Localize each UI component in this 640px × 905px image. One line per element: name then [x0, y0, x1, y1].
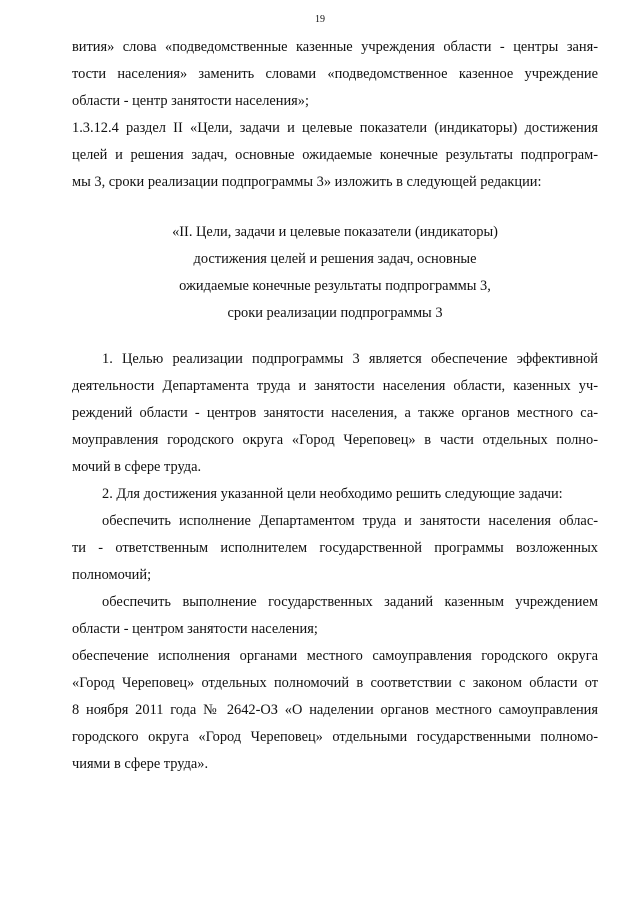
- text-line: полномочий;: [72, 567, 152, 583]
- text-line: 1.3.12.4 раздел II «Цели, задачи и целевые показатели (индикаторы) достижения: [72, 120, 598, 136]
- text-line: «Город Череповец» отдельных полномочий в соответствии с законом области от: [72, 675, 598, 691]
- text-line: реждений области - центров занятости населения, а также органов местного са-: [72, 405, 598, 421]
- body-text: [72, 346, 598, 778]
- heading-line: «II. Цели, задачи и целевые показатели (индикаторы): [172, 224, 498, 240]
- text-line: вития» слова «подведомственные казенные учреждения области - центры заня-: [72, 39, 598, 55]
- page-number: 19: [315, 14, 325, 25]
- text-line: 8 ноября 2011 года № 2642-ОЗ «О наделении органов местного самоуправления: [72, 702, 598, 718]
- heading-line: сроки реализации подпрограммы 3: [227, 305, 443, 321]
- text-line: целей и решения задач, основные ожидаемые конечные результаты подпрограм-: [72, 147, 598, 163]
- section-heading: [72, 219, 598, 327]
- text-line: обеспечить выполнение государственных заданий казенным учреждением: [102, 594, 598, 610]
- text-line: моуправления городского округа «Город Череповец» в части отдельных полно-: [72, 432, 598, 448]
- text-line: 1. Целью реализации подпрограммы 3 является обеспечение эффективной: [102, 351, 598, 367]
- text-line: чиями в сфере труда».: [72, 756, 209, 772]
- text-line: мы 3, сроки реализации подпрограммы 3» изложить в следующей редакции:: [72, 174, 542, 190]
- text-line: обеспечение исполнения органами местного самоуправления городского округа: [72, 648, 598, 664]
- text-line: 2. Для достижения указанной цели необходимо решить следующие задачи:: [102, 486, 563, 502]
- intro-paragraph: [72, 34, 598, 196]
- text-line: деятельности Департамента труда и занятости населения области, казенных уч-: [72, 378, 598, 394]
- text-line: ти - ответственным исполнителем государственной программы возложенных: [72, 540, 598, 556]
- text-line: области - центром занятости населения;: [72, 621, 318, 637]
- heading-line: достижения целей и решения задач, основные: [193, 251, 477, 267]
- text-line: городского округа «Город Череповец» отдельными государственными полномо-: [72, 729, 598, 745]
- heading-line: ожидаемые конечные результаты подпрограммы 3,: [179, 278, 491, 294]
- text-line: области - центр занятости населения»;: [72, 93, 309, 109]
- text-line: обеспечить исполнение Департаментом труда и занятости населения облас-: [102, 513, 598, 529]
- text-line: мочий в сфере труда.: [72, 459, 202, 475]
- text-line: тости населения» заменить словами «подведомственное казенное учреждение: [72, 66, 598, 82]
